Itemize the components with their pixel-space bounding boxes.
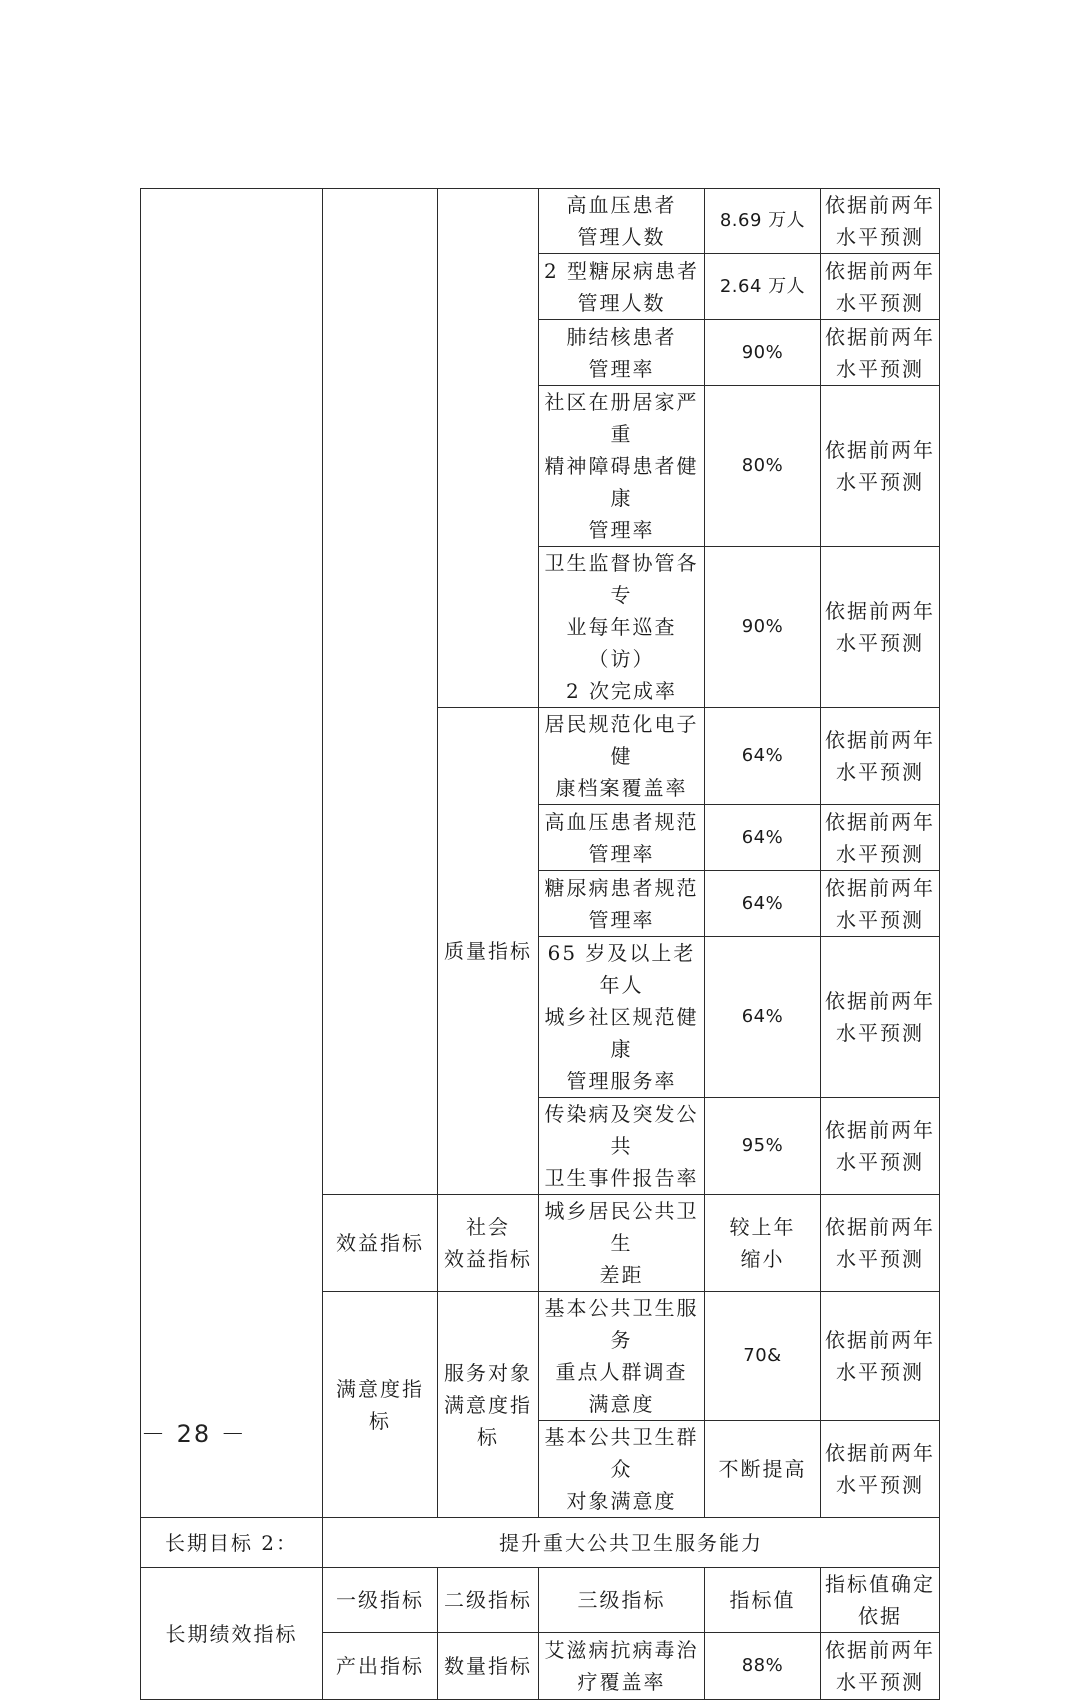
indicator-value: 90% [705, 547, 821, 708]
indicator-name: 艾滋病抗病毒治 疗覆盖率 [539, 1633, 705, 1700]
indicator-basis: 依据前两年 水平预测 [821, 1421, 940, 1518]
long-term-level1: 产出指标 [323, 1633, 438, 1700]
indicator-name: 65 岁及以上老年人 城乡社区规范健康 管理服务率 [539, 937, 705, 1098]
indicator-name: 居民规范化电子健 康档案覆盖率 [539, 708, 705, 805]
header-value: 指标值 [705, 1568, 821, 1633]
indicator-basis: 依据前两年 水平预测 [821, 805, 940, 871]
indicator-value: 2.64 万人 [705, 254, 821, 320]
indicator-basis: 依据前两年 水平预测 [821, 1098, 940, 1195]
indicator-name: 社区在册居家严重 精神障碍患者健康 管理率 [539, 386, 705, 547]
indicator-value: 64% [705, 708, 821, 805]
indicator-value: 8.69 万人 [705, 189, 821, 254]
indicator-value: 64% [705, 871, 821, 937]
continued-blank-cell [141, 189, 323, 1518]
goal-2-text: 提升重大公共卫生服务能力 [323, 1518, 940, 1568]
indicator-basis: 依据前两年 水平预测 [821, 254, 940, 320]
indicator-value: 64% [705, 805, 821, 871]
indicator-name: 城乡居民公共卫生 差距 [539, 1195, 705, 1292]
indicator-name: 肺结核患者 管理率 [539, 320, 705, 386]
long-term-level2: 数量指标 [438, 1633, 539, 1700]
indicator-name: 高血压患者 管理人数 [539, 189, 705, 254]
indicator-basis: 依据前两年 水平预测 [821, 871, 940, 937]
indicator-name: 高血压患者规范 管理率 [539, 805, 705, 871]
indicator-value: 70& [705, 1292, 821, 1421]
continued-blank-cell [323, 189, 438, 1195]
indicator-basis: 依据前两年 水平预测 [821, 1195, 940, 1292]
indicator-name: 传染病及突发公共 卫生事件报告率 [539, 1098, 705, 1195]
header-level1: 一级指标 [323, 1568, 438, 1633]
indicator-basis: 依据前两年 水平预测 [821, 386, 940, 547]
quality-indicator-label: 质量指标 [438, 708, 539, 1195]
satisfaction-indicator-label: 满意度指标 [323, 1292, 438, 1518]
indicator-value: 不断提高 [705, 1421, 821, 1518]
continued-blank-cell [438, 189, 539, 708]
service-satisfaction-label: 服务对象 满意度指 标 [438, 1292, 539, 1518]
indicator-value: 95% [705, 1098, 821, 1195]
indicator-basis: 依据前两年 水平预测 [821, 708, 940, 805]
indicator-value: 较上年 缩小 [705, 1195, 821, 1292]
indicator-basis: 依据前两年 水平预测 [821, 547, 940, 708]
indicator-basis: 依据前两年 水平预测 [821, 1633, 940, 1700]
benefit-indicator-label: 效益指标 [323, 1195, 438, 1292]
goal-2-label: 长期目标 2： [141, 1518, 323, 1568]
long-term-performance-label: 长期绩效指标 [141, 1568, 323, 1700]
performance-indicator-table [140, 188, 940, 1700]
indicator-name: 基本公共卫生服务 重点人群调查 满意度 [539, 1292, 705, 1421]
header-basis: 指标值确定 依据 [821, 1568, 940, 1633]
header-level2: 二级指标 [438, 1568, 539, 1633]
indicator-name: 2 型糖尿病患者 管理人数 [539, 254, 705, 320]
indicator-basis: 依据前两年 水平预测 [821, 937, 940, 1098]
page-number: － 28 － [141, 1420, 247, 1448]
indicator-name: 卫生监督协管各专 业每年巡查（访） 2 次完成率 [539, 547, 705, 708]
indicator-value: 80% [705, 386, 821, 547]
social-benefit-label: 社会 效益指标 [438, 1195, 539, 1292]
indicator-value: 64% [705, 937, 821, 1098]
indicator-name: 基本公共卫生群众 对象满意度 [539, 1421, 705, 1518]
indicator-basis: 依据前两年 水平预测 [821, 189, 940, 254]
indicator-basis: 依据前两年 水平预测 [821, 1292, 940, 1421]
indicator-name: 糖尿病患者规范 管理率 [539, 871, 705, 937]
indicator-basis: 依据前两年 水平预测 [821, 320, 940, 386]
header-level3: 三级指标 [539, 1568, 705, 1633]
indicator-value: 90% [705, 320, 821, 386]
indicator-value: 88% [705, 1633, 821, 1700]
